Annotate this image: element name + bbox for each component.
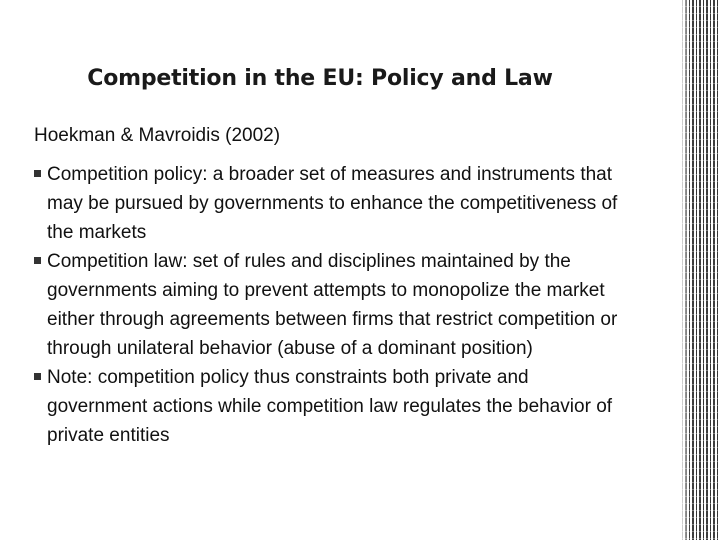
bullet-note-text: Note: competition policy thus constraints both private and government actions while competition law regulates the behavior of private entities: [47, 367, 613, 446]
square-bullet-icon: [34, 170, 41, 177]
bullet-list: [34, 160, 634, 450]
square-bullet-icon: [34, 373, 41, 380]
edge-texture-fade: [680, 0, 690, 540]
bullet-lead-text: Competition: [47, 251, 154, 272]
slide-title: Competition in the EU: Policy and Law: [87, 66, 553, 91]
edge-texture-strip: [680, 0, 720, 540]
bullet-lead-text: Competition: [47, 164, 154, 185]
bullet-rest-text: : a broader set of measures and instruments that may be pursued by governments to enhance the competitiveness of the markets: [47, 164, 618, 243]
bullet-item-note: [34, 363, 634, 450]
bullet-term-policy: policy: [153, 164, 203, 185]
bullet-item-policy: [34, 160, 634, 247]
source-citation: Hoekman & Mavroidis (2002): [34, 125, 281, 146]
bullet-item-law: [34, 247, 634, 363]
bullet-term-law: law: [153, 251, 183, 272]
square-bullet-icon: [34, 257, 41, 264]
bullet-rest-text: : set of rules and disciplines maintained by the governments aiming to prevent attempts to monopolize the market either through agreements between firms that restrict competition or through unilateral behavior (abuse of a dominant position): [47, 251, 618, 359]
